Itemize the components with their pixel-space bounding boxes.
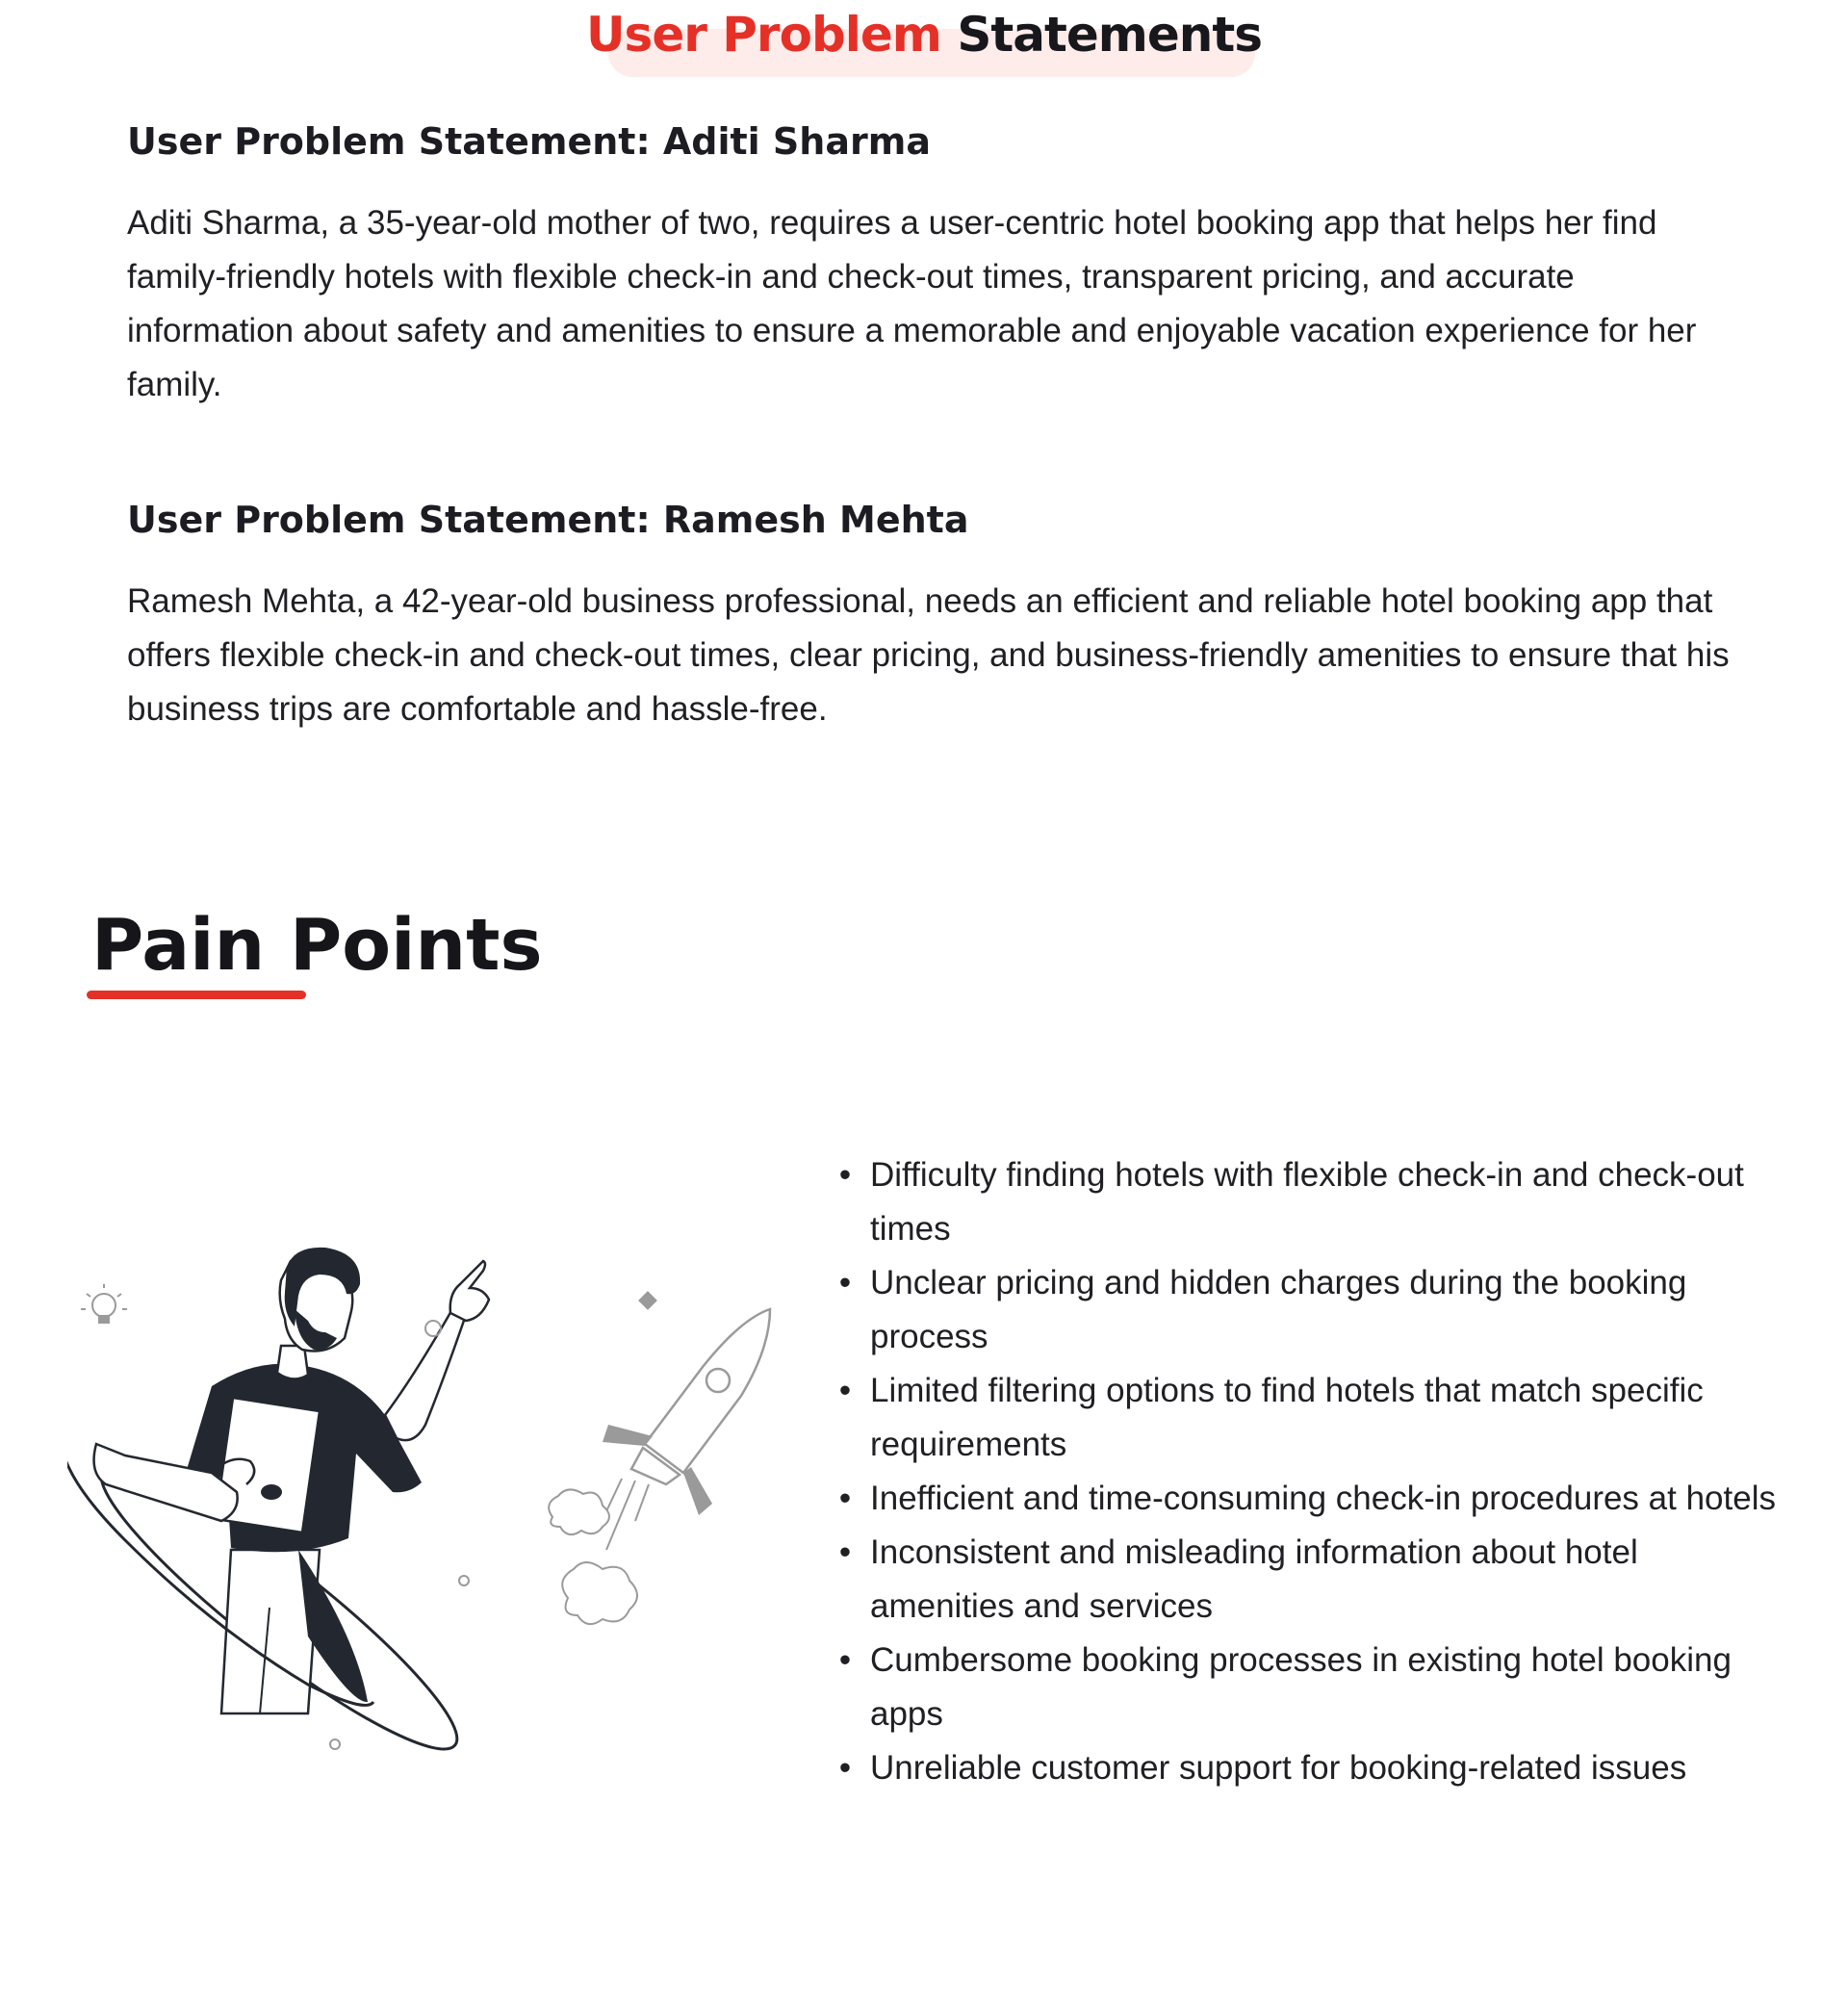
pain-point-text: Unclear pricing and hidden charges during the booking process: [870, 1264, 1687, 1355]
decor-diamond: [638, 1291, 657, 1310]
bullet: •: [838, 1264, 852, 1301]
statement-body: Ramesh Mehta, a 42-year-old business professional, needs an efficient and reliable hotel booking app that offers flexible check-in and check-out times, clear pricing, and business-friendly amenities to ensure that his business trips are comfortable and hassle-free.: [127, 582, 1730, 728]
section-title: [0, 4, 1848, 65]
bullet: •: [838, 1749, 852, 1787]
statement-heading: User Problem Statement: Aditi Sharma: [127, 120, 931, 163]
person-figure: [94, 1248, 489, 1713]
list-item: [834, 1148, 1786, 1256]
pain-point-text: Limited filtering options to find hotels that match specific requirements: [870, 1372, 1704, 1463]
pain-point-text: Inconsistent and misleading information about hotel amenities and services: [870, 1533, 1638, 1625]
bullet: •: [838, 1641, 852, 1679]
lightbulb-icon: [81, 1284, 127, 1324]
list-item: [834, 1256, 1786, 1364]
decor-circle: [330, 1739, 340, 1749]
man-pointing-rocket-illustration: [67, 1232, 780, 1771]
list-item: [834, 1526, 1786, 1634]
statement-body: Aditi Sharma, a 35-year-old mother of two, requires a user-centric hotel booking app that helps her find family-friendly hotels with flexible check-in and check-out times, transparent pricing, and accurate information about safety and amenities to ensure a memorable and enjoyable vacation experience for her family.: [127, 204, 1697, 403]
decor-circle: [459, 1576, 469, 1585]
pain-point-text: Inefficient and time-consuming check-in procedures at hotels: [870, 1480, 1776, 1517]
bullet: •: [838, 1480, 852, 1517]
pain-points-list: [834, 1148, 1786, 1795]
list-item: [834, 1634, 1786, 1741]
pain-point-text: Unreliable customer support for booking-related issues: [870, 1749, 1687, 1787]
pain-points-heading: Pain Points: [91, 904, 543, 987]
heading-underline: [87, 991, 306, 999]
rocket-icon: [549, 1309, 770, 1624]
statement-heading: User Problem Statement: Ramesh Mehta: [127, 499, 969, 541]
list-item: [834, 1364, 1786, 1472]
list-item: [834, 1472, 1786, 1526]
section-header: [0, 0, 1848, 87]
problem-statement-aditi: [127, 117, 1744, 412]
pain-point-text: Cumbersome booking processes in existing hotel booking apps: [870, 1641, 1732, 1733]
problem-statement-ramesh: [127, 496, 1744, 736]
section-title-accent: User Problem: [585, 7, 941, 63]
decor-circle: [425, 1321, 441, 1336]
bullet: •: [838, 1372, 852, 1409]
pain-point-text: Difficulty finding hotels with flexible check-in and check-out times: [870, 1156, 1744, 1248]
list-item: [834, 1741, 1786, 1795]
bullet: •: [838, 1533, 852, 1571]
bullet: •: [838, 1156, 852, 1194]
section-title-rest: Statements: [957, 7, 1263, 63]
